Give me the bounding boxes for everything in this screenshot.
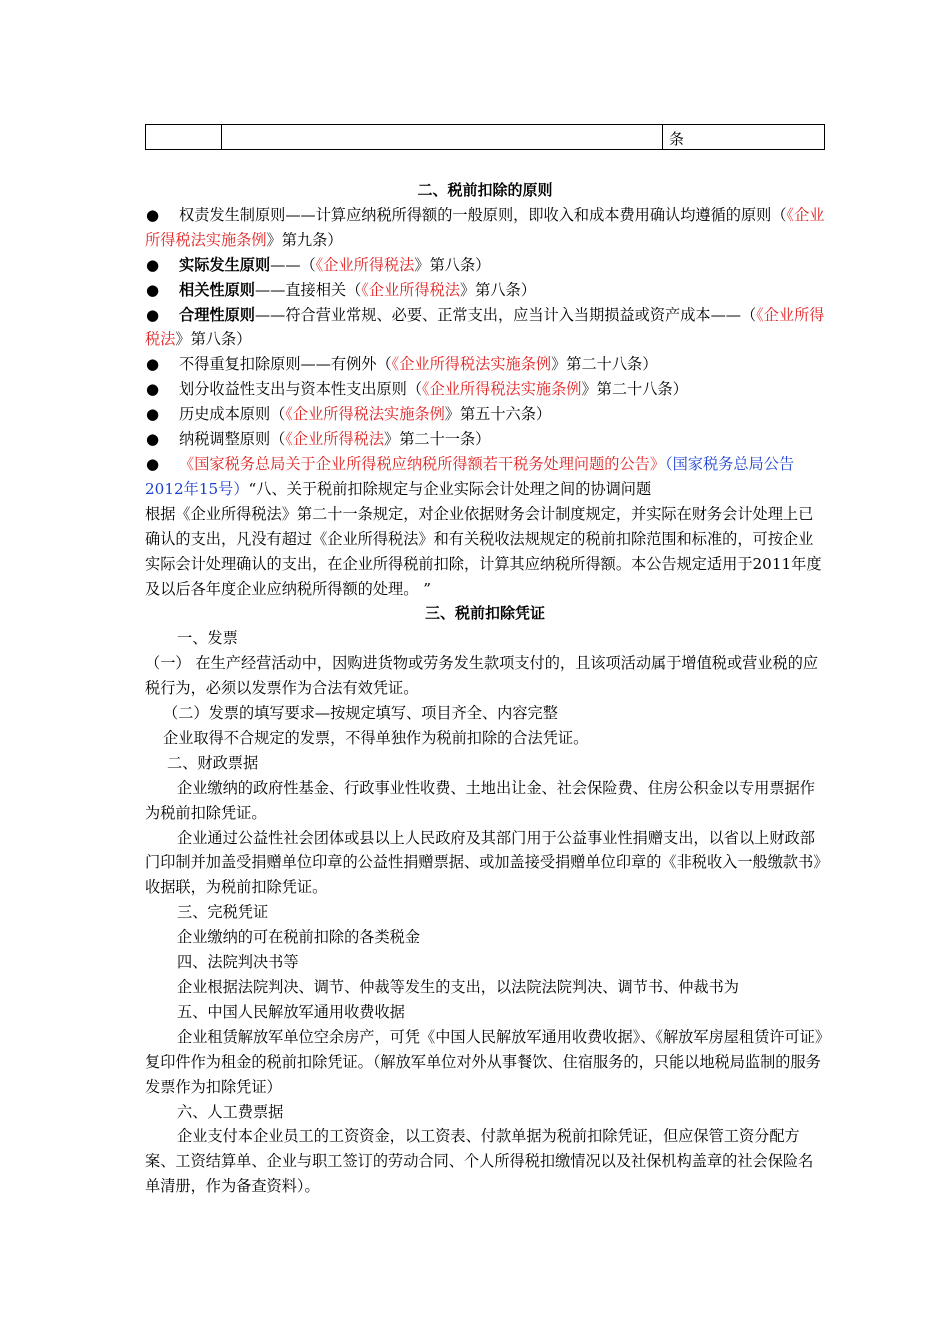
list-item	[145, 452, 825, 502]
subsection-title: 四、法院判决书等	[177, 953, 299, 972]
item-text: 划分收益性支出与资本性支出原则（	[179, 380, 422, 399]
table-cell	[146, 125, 222, 150]
bullet-icon: ●	[146, 454, 160, 473]
subsection-title: 五、中国人民解放军通用收费收据	[177, 1002, 405, 1021]
law-reference-link[interactable]: 《企业所得税法实施条例	[422, 380, 582, 399]
table-row	[146, 125, 825, 150]
law-reference-link[interactable]: 《企业所得税法实施条例	[285, 405, 445, 424]
item-text: 》第九条）	[266, 230, 343, 249]
item-text: ——符合营业常规、必要、正常支出，应当计入当期损益或资产成本——（	[254, 305, 757, 324]
list-item	[145, 303, 825, 353]
announcement-reference-link[interactable]: （国家税务总局公告2012年15号）	[145, 454, 795, 498]
list-item	[145, 203, 825, 253]
bullet-icon: ●	[146, 355, 160, 374]
law-reference-link[interactable]: 《企业所得税法实施条例	[145, 205, 825, 249]
bullet-icon: ●	[146, 430, 160, 449]
subsection-title: 一、发票	[177, 629, 238, 648]
law-reference-link[interactable]: 《企业所得税法	[285, 430, 385, 449]
quoted-paragraph: 根据《企业所得税法》第二十一条规定，对企业依据财务会计制度规定，并实际在财务会计处理上已确认的支出，凡没有超过《企业所得税法》和有关税收法规规定的税前扣除范围和标准的，可按企业实际会计处理确认的支出，在企业所得税前扣除，计算其应纳税所得额。本公告规定适用于2011年度及以后各年度企业应纳税所得额的处理。 ”	[145, 504, 822, 598]
subsection-title: 二、财政票据	[167, 753, 259, 772]
item-text: 》第二十八条）	[551, 355, 658, 374]
item-text: ——直接相关（	[254, 280, 362, 299]
bullet-icon: ●	[146, 255, 160, 274]
list-item	[145, 278, 825, 303]
document-body	[145, 178, 825, 1199]
subsection-title: 六、人工费票据	[177, 1102, 284, 1121]
bullet-icon: ●	[146, 280, 160, 299]
bullet-icon: ●	[146, 380, 160, 399]
subsection-title: 三、完税凭证	[177, 903, 269, 922]
item-text: 》第二十一条）	[384, 430, 491, 449]
law-reference-link[interactable]: 《企业所得税法	[315, 255, 415, 274]
item-text: 权责发生制原则——计算应纳税所得额的一般原则，即收入和成本费用确认均遵循的原则（	[179, 205, 787, 224]
item-text: 》第八条）	[459, 280, 536, 299]
law-reference-link[interactable]: 《企业所得税法	[145, 305, 825, 349]
section-heading-vouchers: 三、税前扣除凭证	[424, 604, 545, 623]
paragraph: （二）发票的填写要求—按规定填写、项目齐全、内容完整	[163, 704, 558, 723]
item-text: “八、关于税前扣除规定与企业实际会计处理之间的协调问题	[248, 479, 652, 498]
item-text: 纳税调整原则（	[179, 430, 286, 449]
section-heading-principles: 二、税前扣除的原则	[417, 181, 553, 199]
item-text: 历史成本原则（	[179, 405, 286, 424]
paragraph: 企业取得不合规定的发票，不得单独作为税前扣除的合法凭证。	[163, 728, 589, 747]
list-item	[145, 352, 825, 377]
item-title: 实际发生原则	[179, 255, 271, 274]
paragraph: 企业缴纳的政府性基金、行政事业性收费、土地出让金、社会保险费、住房公积金以专用票据作为税前扣除凭证。	[145, 778, 815, 822]
item-title: 合理性原则	[179, 305, 255, 324]
law-reference-link[interactable]: 《国家税务总局关于企业所得税应纳税所得额若干税务处理问题的公告》	[179, 454, 665, 473]
table-cell: 条	[663, 125, 825, 150]
list-item	[145, 427, 825, 452]
paragraph: 企业通过公益性社会团体或县以上人民政府及其部门用于公益事业性捐赠支出，以省以上财政部门印制并加盖受捐赠单位印章的公益性捐赠票据、或加盖接受捐赠单位印章的《非税收入一般缴款书》收据联，为税前扣除凭证。	[145, 828, 821, 897]
list-item	[145, 402, 825, 427]
bullet-icon: ●	[146, 305, 160, 324]
header-table	[145, 124, 825, 150]
list-item	[145, 377, 825, 402]
item-text: 不得重复扣除原则——有例外（	[179, 355, 392, 374]
item-title: 相关性原则	[179, 280, 255, 299]
table-cell	[222, 125, 663, 150]
item-text: 》第八条）	[414, 255, 491, 274]
law-reference-link[interactable]: 《企业所得税法实施条例	[391, 355, 552, 374]
item-text: 》第二十八条）	[581, 380, 688, 399]
paragraph: 企业支付本企业员工的工资资金，以工资表、付款单据为税前扣除凭证，但应保管工资分配方案、工资结算单、企业与职工签订的劳动合同、个人所得税扣缴情况以及社保机构盖章的社会保险名单清册，作为备查资料）。	[145, 1127, 814, 1196]
list-item	[145, 253, 825, 278]
paragraph: 企业缴纳的可在税前扣除的各类税金	[177, 928, 420, 947]
paragraph: 企业根据法院判决、调节、仲裁等发生的支出，以法院法院判决、调节书、仲裁书为	[177, 978, 739, 996]
bullet-icon: ●	[146, 205, 160, 224]
law-reference-link[interactable]: 《企业所得税法	[361, 280, 460, 299]
item-text: 》第八条）	[175, 330, 252, 349]
item-text: 》第五十六条）	[444, 405, 552, 424]
paragraph: （一） 在生产经营活动中，因购进货物或劳务发生款项支付的，且该项活动属于增值税或营业税的应税行为，必须以发票作为合法有效凭证。	[145, 654, 819, 698]
item-text: ——（	[270, 255, 316, 274]
bullet-icon: ●	[146, 405, 160, 424]
paragraph: 企业租赁解放军单位空余房产，可凭《中国人民解放军通用收费收据》、《解放军房屋租赁许可证》复印件作为租金的税前扣除凭证。（解放军单位对外从事餐饮、住宿服务的，只能以地税局监制的服务发票作为扣除凭证）	[145, 1027, 823, 1096]
